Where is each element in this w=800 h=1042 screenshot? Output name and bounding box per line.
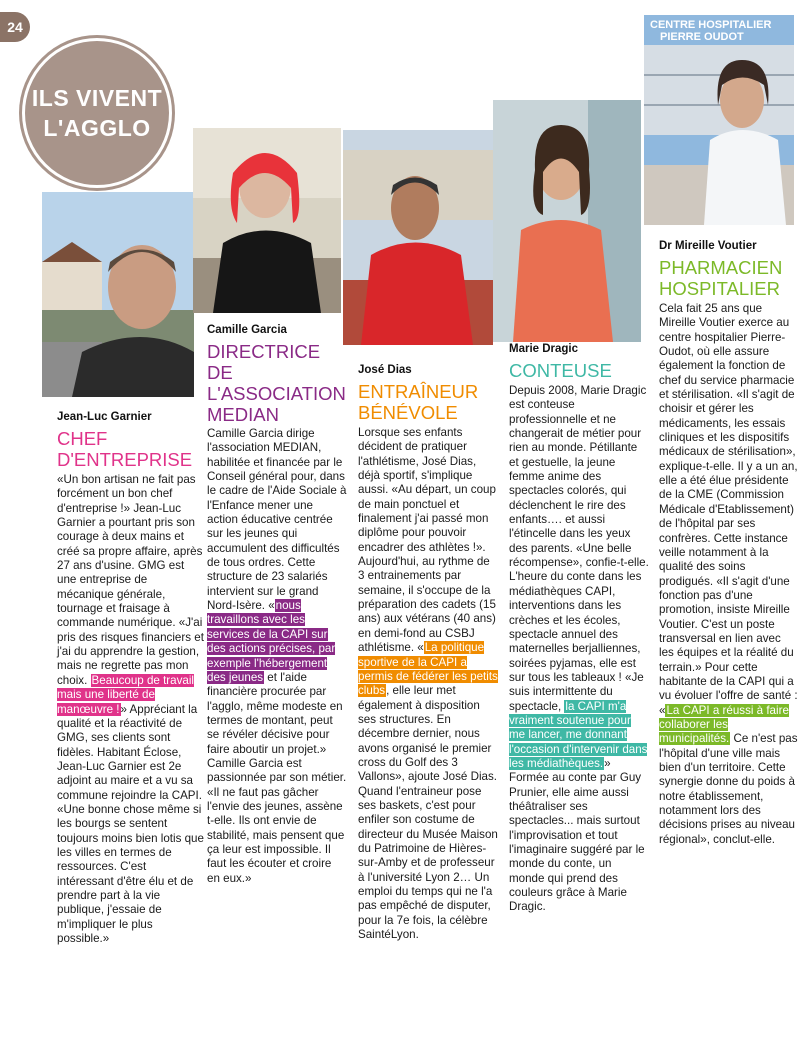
body-text: Camille Garcia dirige l'association MEDIAN, habilitée et financée par le Conseil général pour, dans le cadre de l'Aide Sociale à l'Enfance mener une action éducative centrée sur les jeunes qui accumulent des difficultés de tous ordres. Cette structure de 23 salariés intervient sur le grand Nord-Isère. « xyxy=(207,427,347,613)
title-line: MEDIAN xyxy=(207,404,279,425)
body-text: Lorsque ses enfants décident de pratiquer l'athlétisme, José Dias, déjà sportif, s'implique aussi. «Au départ, un coup de main ponctuel et finalement j'ai passé mon diplôme pour pouvoir encadrer des athlètes !». Aujourd'hui, au rythme de 3 entrainements par semaine, il s'occupe de la préparation des cadets (15 ans) aux vétérans (40 ans) en demi-fond au CSBJ athlétisme. « xyxy=(358,426,496,655)
profile-title xyxy=(358,381,498,423)
section-title-line2: L'AGGLO xyxy=(43,115,151,141)
title-line: CHEF xyxy=(57,428,108,449)
section-badge xyxy=(22,38,172,188)
title-line: BÉNÉVOLE xyxy=(358,402,458,423)
highlight-quote: la CAPI m'a vraiment soutenue pour me lancer, me donnant l'occasion d'intervenir dans les médiathèques. xyxy=(509,699,648,770)
profile-4 xyxy=(509,343,649,915)
highlight-quote: nous travaillons avec les services de la CAPI sur des actions précises, par exemple l'hébergement des jeunes xyxy=(207,599,336,684)
body-text: , elle leur met également à disposition ses structures. En décembre dernier, nous avons organisé le premier cross du Golf des 3 Vallons», ajoute José Dias. Quand l'entraineur pose ses baskets, c'est pour enfiler son costume de directeur du Musée Maison du Patrimoine de Hières-sur-Amby et de professeur à l'université Lyon 2… Un emploi du temps qui ne l'a pas empêché de disputer, pour la 7e fois, la célèbre SaintéLyon. xyxy=(358,684,498,942)
title-line: DIRECTRICE DE xyxy=(207,341,321,383)
title-line: CONTEUSE xyxy=(509,360,612,381)
photo-jose-dias xyxy=(343,130,493,345)
profile-name: Marie Dragic xyxy=(509,343,579,355)
profile-name: Dr Mireille Voutier xyxy=(659,240,757,252)
profile-2 xyxy=(207,324,347,886)
profile-body xyxy=(207,427,347,886)
title-line: L'ASSOCIATION xyxy=(207,383,346,404)
profile-5 xyxy=(659,240,798,847)
profile-body xyxy=(57,473,205,946)
highlight-quote: La politique sportive de la CAPI a permis de fédérer les petits clubs xyxy=(358,641,498,698)
page-number: 24 xyxy=(0,12,30,42)
profile-name: Camille Garcia xyxy=(207,324,287,336)
profile-name: José Dias xyxy=(358,364,412,376)
body-text: Depuis 2008, Marie Dragic est conteuse professionnelle et ne changerait de métier pour rien au monde. Pétillante et gestuelle, la jeune femme anime des spectacles colorés, qui déclenchent le rire des enfants…. et aussi l'étincelle dans les yeux des parents. «Une belle récompense», confie-t-elle. L'heure du conte dans les médiathèques CAPI, interventions dans les crèches et les écoles, spectacle annuel des maternelles berjalliennes, soirées pyjamas, elle est sur tous les tableaux ! «Je suis intermittente du spectacle, xyxy=(509,384,649,713)
body-text: «Un bon artisan ne fait pas forcément un bon chef d'entreprise !» Jean-Luc Garnier a pourtant pris son courage à deux mains et créé sa propre affaire, après 27 ans d'usine. GMG est une entreprise de mécanique générale, tournage et fraisage à commande numérique. «J'ai pris des risques financiers et j'ai du apprendre la gestion, mais ne regrette pas mon choix. xyxy=(57,473,204,687)
profile-body xyxy=(509,384,649,915)
body-text: Ce n'est pas l'hôpital d'une ville mais bien d'un territoire. Cette synergie donne du poids à notre établissement, notamment lors des décisions prises au niveau régional», conclut-elle. xyxy=(659,732,798,846)
highlight-quote: La CAPI a réussi à faire collaborer les municipalités. xyxy=(659,703,789,746)
profile-3 xyxy=(358,364,498,942)
title-line: PHARMACIEN xyxy=(659,257,783,278)
body-text: et l'aide financière procurée par l'agglo, même modeste en termes de montant, peut se révéler décisive pour faire aboutir un projet.» Camille Garcia est passionnée par son métier. «Il ne faut pas gâcher l'envie des jeunes, assène t-elle. Ils ont envie de stabilité, mais pensent que ça leur est impossible. Il faut les écouter et croire en eux.» xyxy=(207,670,347,885)
photo-jean-luc-garnier xyxy=(42,192,194,397)
title-line: HOSPITALIER xyxy=(659,278,780,299)
title-line: D'ENTREPRISE xyxy=(57,449,193,470)
body-text: Cela fait 25 ans que Mireille Voutier exerce au centre hospitalier Pierre-Oudot, où elle assure également la fonction de chef du service pharmacie et stérilisation. «Il s'agit de choisir et gérer les médicaments, les essais cliniques et les dispositifs médicaux de stérilisation», explique-t-elle. Il y a un an, elle a été élue présidente de la CME (Commission Médicale d'Etablissement) de l'hôpital par ses confrères. Cette instance veille notamment à la qualité des soins prodigués. «Il s'agit d'une fonction pas d'une promotion, insiste Mireille Voutier. C'est un poste transversal en lien avec les équipes et la réalité du terrain.» Pour cette habitante de la CAPI qui a vu évoluer l'offre de santé : « xyxy=(659,302,798,717)
hospital-sign-line2: PIERRE OUDOT xyxy=(660,31,744,43)
body-text: » Appréciant la qualité et la réactivité de GMG, ses clients sont fidèles. Habitant Éclose, Jean-Luc Garnier est 2e adjoint au maire et a vu sa commune rejoindre la CAPI. «Une bonne chose même si les bourgs se sentent toujours moins bien lotis que les villes en termes de ressources. C'est intéressant d'être élu et de prendre part à la vie publique, j'essaie de m'impliquer le plus possible.» xyxy=(57,702,204,945)
section-title-line1: ILS VIVENT xyxy=(31,85,163,111)
photo-mireille-voutier xyxy=(644,15,794,225)
profile-name: Jean-Luc Garnier xyxy=(57,411,152,423)
profile-title xyxy=(57,428,205,470)
profile-body xyxy=(358,426,498,942)
hospital-sign xyxy=(650,19,771,43)
highlight-quote: Beaucoup de travail mais une liberté de manœuvre ! xyxy=(57,673,194,716)
profile-body xyxy=(659,302,798,847)
profile-title xyxy=(659,257,798,299)
photo-marie-dragic xyxy=(493,100,641,342)
profile-1 xyxy=(57,411,205,946)
profile-title xyxy=(509,360,649,381)
title-line: ENTRAÎNEUR xyxy=(358,381,479,402)
hospital-sign-line1: CENTRE HOSPITALIER xyxy=(650,19,772,31)
body-text: » Formée au conte par Guy Prunier, elle aime aussi théâtraliser ses spectacles... mais surtout l'improvisation et tout l'imaginaire suggéré par le monde du conte, un monde qui prend des couleurs grâce à Marie Dragic. xyxy=(509,756,645,914)
profile-title xyxy=(207,341,347,425)
photo-camille-garcia xyxy=(193,128,341,313)
